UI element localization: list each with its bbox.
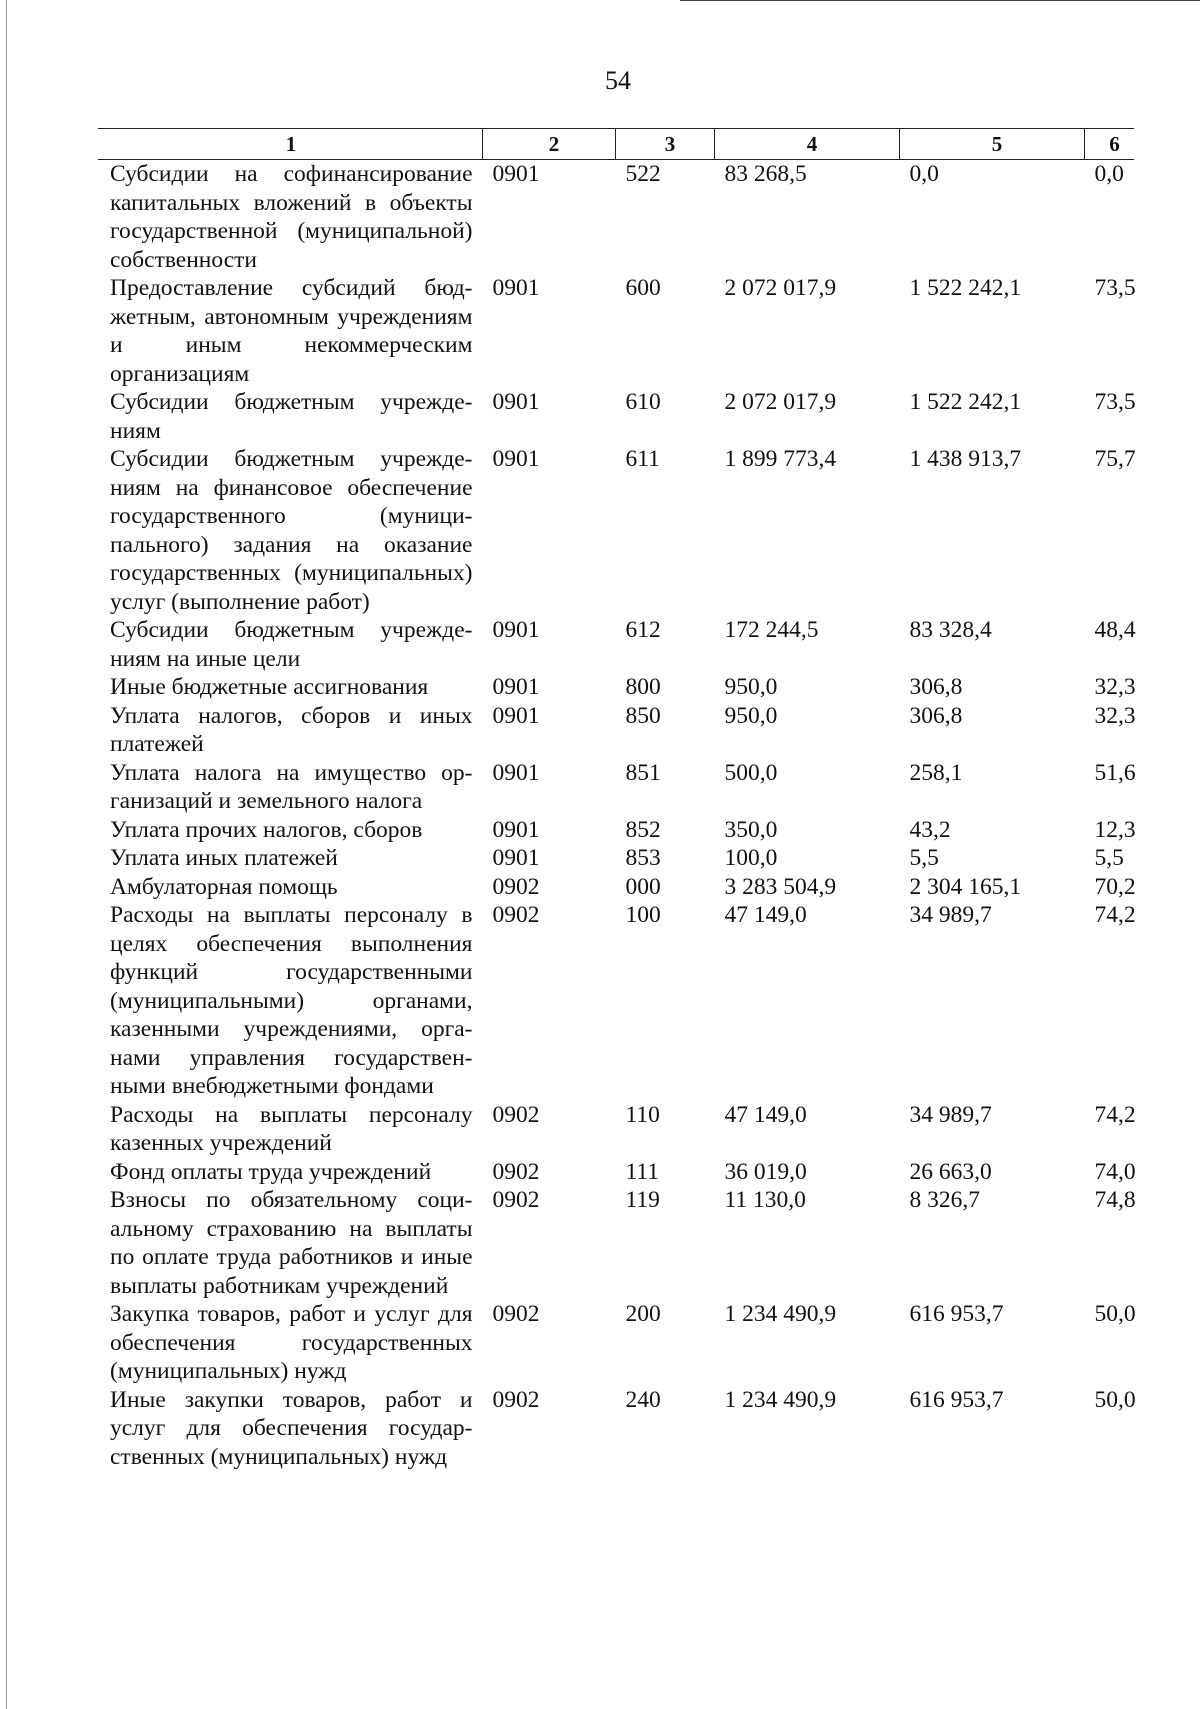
row-section-code: 0902 bbox=[492, 1187, 540, 1213]
table-body bbox=[98, 160, 1134, 1472]
row-description: Иные закупки товаров, работ и услуг для обеспечения государственных (муниципальных) нужд bbox=[110, 1386, 473, 1470]
row-actual-amount: 1 438 913,7 bbox=[909, 446, 1022, 472]
row-actual-amount: 258,1 bbox=[909, 759, 963, 786]
row-description: Фонд оплаты труда учреждений bbox=[110, 1158, 432, 1185]
row-actual-amount: 5,5 bbox=[909, 845, 939, 871]
row-expense-type: 600 bbox=[625, 275, 661, 301]
table-row bbox=[98, 759, 1134, 816]
row-section-code: 0901 bbox=[492, 389, 540, 415]
row-actual-amount: 616 953,7 bbox=[909, 1386, 1004, 1413]
row-planned-amount: 500,0 bbox=[724, 759, 778, 786]
row-percent: 50,0 bbox=[1094, 1386, 1136, 1413]
row-section-code: 0901 bbox=[492, 759, 540, 786]
row-percent: 74,8 bbox=[1094, 1187, 1136, 1213]
table-row bbox=[98, 873, 1134, 902]
row-actual-amount: 8 326,7 bbox=[909, 1187, 980, 1213]
row-planned-amount: 1 234 490,9 bbox=[724, 1301, 837, 1327]
row-section-code: 0902 bbox=[492, 1301, 540, 1327]
row-description: Субсидии на софинансирование капитальных вложений в объекты государственной (муниципальной) собственности bbox=[110, 161, 473, 273]
row-expense-type: 522 bbox=[625, 161, 661, 187]
row-section-code: 0902 bbox=[492, 1101, 540, 1128]
table-row bbox=[98, 1158, 1134, 1187]
row-actual-amount: 26 663,0 bbox=[909, 1158, 992, 1185]
row-section-code: 0901 bbox=[492, 617, 540, 643]
table-row bbox=[98, 844, 1134, 873]
row-percent: 74,0 bbox=[1094, 1158, 1136, 1185]
row-actual-amount: 83 328,4 bbox=[909, 617, 992, 643]
row-actual-amount: 306,8 bbox=[909, 702, 963, 729]
table-row bbox=[98, 901, 1134, 1101]
row-actual-amount: 43,2 bbox=[909, 816, 951, 843]
row-planned-amount: 2 072 017,9 bbox=[724, 275, 837, 301]
row-percent: 0,0 bbox=[1094, 161, 1124, 187]
row-planned-amount: 172 244,5 bbox=[724, 617, 819, 643]
row-planned-amount: 83 268,5 bbox=[724, 161, 807, 187]
row-section-code: 0902 bbox=[492, 1386, 540, 1413]
row-actual-amount: 1 522 242,1 bbox=[909, 275, 1022, 301]
row-planned-amount: 1 234 490,9 bbox=[724, 1386, 837, 1413]
row-section-code: 0901 bbox=[492, 702, 540, 729]
row-expense-type: 850 bbox=[625, 702, 661, 729]
row-section-code: 0901 bbox=[492, 674, 540, 700]
row-actual-amount: 2 304 165,1 bbox=[909, 873, 1022, 900]
row-section-code: 0901 bbox=[492, 845, 540, 871]
row-actual-amount: 34 989,7 bbox=[909, 1101, 992, 1128]
row-description: Расходы на выплаты персоналу казенных учреждений bbox=[110, 1101, 473, 1156]
row-planned-amount: 47 149,0 bbox=[724, 902, 807, 928]
row-actual-amount: 0,0 bbox=[909, 161, 939, 187]
row-actual-amount: 1 522 242,1 bbox=[909, 389, 1022, 415]
row-percent: 74,2 bbox=[1094, 1101, 1136, 1128]
header-col-5: 5 bbox=[900, 129, 1085, 160]
row-section-code: 0901 bbox=[492, 161, 540, 187]
row-description: Уплата прочих налогов, сборов bbox=[110, 816, 423, 843]
row-percent: 73,5 bbox=[1094, 389, 1136, 415]
table-row bbox=[98, 673, 1134, 702]
row-description: Уплата иных платежей bbox=[110, 845, 338, 871]
row-expense-type: 119 bbox=[625, 1187, 660, 1213]
row-percent: 70,2 bbox=[1094, 873, 1136, 900]
row-expense-type: 000 bbox=[625, 873, 661, 900]
table-row bbox=[98, 1386, 1134, 1472]
row-section-code: 0901 bbox=[492, 446, 540, 472]
row-expense-type: 852 bbox=[625, 816, 661, 843]
row-percent: 32,3 bbox=[1094, 702, 1136, 729]
row-description: Уплата налогов, сборов и иных платежей bbox=[110, 702, 473, 757]
row-planned-amount: 350,0 bbox=[724, 816, 778, 843]
scan-edge-top bbox=[680, 0, 1200, 1]
row-percent: 75,7 bbox=[1094, 446, 1136, 472]
row-expense-type: 200 bbox=[625, 1301, 661, 1327]
table-row bbox=[98, 1186, 1134, 1300]
header-row bbox=[98, 129, 1134, 160]
row-description: Взносы по обязательному социальному страхованию на выплаты по оплате труда работников и иные выплаты работникам учреждений bbox=[110, 1187, 473, 1299]
row-percent: 48,4 bbox=[1094, 617, 1136, 643]
row-description: Амбулаторная помощь bbox=[110, 873, 338, 900]
row-section-code: 0902 bbox=[492, 902, 540, 928]
row-description: Закупка товаров, работ и услуг для обеспечения государственных (муниципальных) нужд bbox=[110, 1301, 473, 1384]
table-header bbox=[98, 129, 1134, 160]
row-planned-amount: 11 130,0 bbox=[724, 1187, 806, 1213]
row-planned-amount: 47 149,0 bbox=[724, 1101, 807, 1128]
row-description: Иные бюджетные ассигнования bbox=[110, 674, 429, 700]
table-row bbox=[98, 1101, 1134, 1158]
row-percent: 32,3 bbox=[1094, 674, 1136, 700]
table-row bbox=[98, 702, 1134, 759]
row-planned-amount: 1 899 773,4 bbox=[724, 446, 837, 472]
row-expense-type: 611 bbox=[625, 446, 660, 472]
table-row bbox=[98, 388, 1134, 445]
row-planned-amount: 3 283 504,9 bbox=[724, 873, 837, 900]
row-section-code: 0901 bbox=[492, 275, 540, 301]
row-section-code: 0901 bbox=[492, 816, 540, 843]
row-description: Субсидии бюджетным учреждениям на иные цели bbox=[110, 617, 473, 672]
row-expense-type: 610 bbox=[625, 389, 661, 415]
row-percent: 5,5 bbox=[1094, 845, 1124, 871]
row-description: Субсидии бюджетным учреждениям bbox=[110, 389, 473, 444]
row-expense-type: 100 bbox=[625, 902, 661, 928]
row-expense-type: 851 bbox=[625, 759, 661, 786]
row-planned-amount: 2 072 017,9 bbox=[724, 389, 837, 415]
row-planned-amount: 36 019,0 bbox=[724, 1158, 807, 1185]
row-expense-type: 240 bbox=[625, 1386, 661, 1413]
row-section-code: 0902 bbox=[492, 1158, 540, 1185]
row-percent: 51,6 bbox=[1094, 759, 1136, 786]
row-actual-amount: 616 953,7 bbox=[909, 1301, 1004, 1327]
header-col-2: 2 bbox=[483, 129, 616, 160]
row-percent: 50,0 bbox=[1094, 1301, 1136, 1327]
row-planned-amount: 950,0 bbox=[724, 674, 778, 700]
row-section-code: 0902 bbox=[492, 873, 540, 900]
row-description: Субсидии бюджетным учреждениям на финансовое обеспечение государственного (муниципального) задания на оказание государственных (муниципальных) услуг (выполнение работ) bbox=[110, 446, 473, 615]
row-description: Предоставление субсидий бюджетным, автономным учреждениям и иным некоммерческим организациям bbox=[110, 275, 473, 387]
budget-table bbox=[98, 128, 1134, 1471]
page-number: 54 bbox=[605, 66, 631, 95]
table-row bbox=[98, 816, 1134, 845]
row-percent: 74,2 bbox=[1094, 902, 1136, 928]
header-col-6: 6 bbox=[1085, 129, 1135, 160]
row-percent: 73,5 bbox=[1094, 275, 1136, 301]
row-actual-amount: 34 989,7 bbox=[909, 902, 992, 928]
table-row bbox=[98, 445, 1134, 616]
table-row bbox=[98, 616, 1134, 673]
header-col-4: 4 bbox=[715, 129, 900, 160]
row-description: Расходы на выплаты персоналу в целях обеспечения выполнения функций государственными (муниципальными) органами, казенными учреждениями, органами управления государственными внебюджетными фондами bbox=[110, 902, 473, 1099]
row-planned-amount: 950,0 bbox=[724, 702, 778, 729]
row-percent: 12,3 bbox=[1094, 816, 1136, 843]
row-description: Уплата налога на имущество организаций и земельного налога bbox=[110, 759, 473, 814]
row-expense-type: 110 bbox=[625, 1101, 660, 1128]
table-row bbox=[98, 160, 1134, 275]
row-expense-type: 612 bbox=[625, 617, 661, 643]
table-row bbox=[98, 1300, 1134, 1386]
row-planned-amount: 100,0 bbox=[724, 845, 778, 871]
row-actual-amount: 306,8 bbox=[909, 674, 963, 700]
row-expense-type: 111 bbox=[625, 1158, 660, 1185]
row-expense-type: 853 bbox=[625, 845, 661, 871]
scan-edge-left bbox=[6, 0, 7, 1709]
header-col-1: 1 bbox=[98, 129, 483, 160]
row-expense-type: 800 bbox=[625, 674, 661, 700]
header-col-3: 3 bbox=[616, 129, 715, 160]
table-row bbox=[98, 274, 1134, 388]
